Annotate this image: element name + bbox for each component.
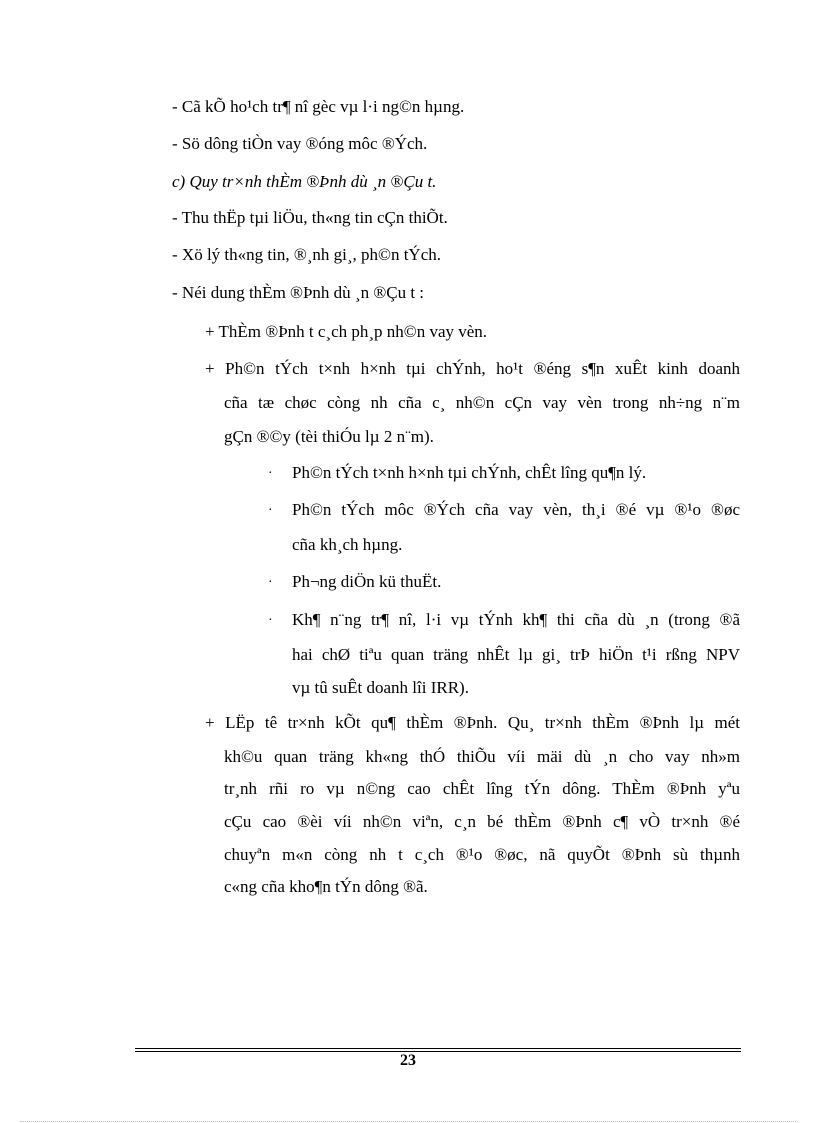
paragraph-line: tr¸nh rñi ro vµ n©ng cao chÊt lîng tÝn dông. ThÈm ®Þnh yªu: [224, 779, 740, 798]
text-line: - Sö dông tiÒn vay ®óng môc ®Ých.: [172, 134, 428, 153]
section-heading: c) Quy tr×nh thÈm ®Þnh dù ¸n ®Çu t.: [172, 172, 437, 191]
sub-item: vµ tû suÊt doanh lîi IRR).: [292, 678, 469, 697]
paragraph-line: + Ph©n tÝch t×nh h×nh tµi chÝnh, ho¹t ®éng s¶n xuÊt kinh doanh: [205, 359, 740, 378]
sub-item: cña kh¸ch hµng.: [292, 535, 403, 554]
paragraph-line: cña tæ chøc còng nh cña c¸ nh©n cÇn vay vèn trong nh÷ng n¨m: [224, 393, 740, 412]
sub-item: hai chØ tiªu quan träng nhÊt lµ gi¸ trÞ hiÖn t¹i rßng NPV: [292, 645, 740, 664]
sub-item: Ph©n tÝch môc ®Ých cña vay vèn, th¸i ®é vµ ®¹o ®øc: [292, 500, 740, 519]
sub-item: Ph¬ng diÖn kü thuËt.: [292, 572, 442, 591]
text-line: - Cã kÕ ho¹ch tr¶ nî gèc vµ l·i ng©n hµng.: [172, 97, 465, 116]
sub-item: Ph©n tÝch t×nh h×nh tµi chÝnh, chÊt lîng qu¶n lý.: [292, 463, 647, 482]
page-number: 23: [400, 1052, 416, 1069]
text-line: - Xö lý th«ng tin, ®¸nh gi¸, ph©n tÝch.: [172, 245, 442, 264]
paragraph-line: + LËp tê tr×nh kÕt qu¶ thÈm ®Þnh. Qu¸ tr×nh thÈm ®Þnh lµ mét: [205, 713, 740, 732]
page-edge-divider: [20, 1121, 796, 1122]
paragraph-line: c«ng cña kho¶n tÝn dông ®ã.: [224, 877, 428, 896]
bullet-icon: ·: [268, 466, 273, 481]
bullet-icon: ·: [268, 613, 273, 628]
sub-item: Kh¶ n¨ng tr¶ nî, l·i vµ tÝnh kh¶ thi cña dù ¸n (trong ®ã: [292, 610, 740, 629]
bullet-icon: ·: [268, 503, 273, 518]
text-line: - Thu thËp tµi liÖu, th«ng tin cÇn thiÕt.: [172, 208, 448, 227]
text-line: - Néi dung thÈm ®Þnh dù ¸n ®Çu t :: [172, 283, 425, 302]
bullet-icon: ·: [268, 575, 273, 590]
footer-rule: [135, 1048, 741, 1049]
paragraph-line: chuyªn m«n còng nh t c¸ch ®¹o ®øc, nã quyÕt ®Þnh sù thµnh: [224, 845, 740, 864]
paragraph-line: gÇn ®©y (tèi thiÓu lµ 2 n¨m).: [224, 427, 434, 446]
paragraph-line: kh©u quan träng kh«ng thÓ thiÕu víi mäi dù ¸n cho vay nh»m: [224, 747, 740, 766]
text-line: + ThÈm ®Þnh t c¸ch ph¸p nh©n vay vèn.: [205, 322, 488, 341]
paragraph-line: cÇu cao ®èi víi nh©n viªn, c¸n bé thÈm ®Þnh c¶ vÒ tr×nh ®é: [224, 812, 740, 831]
